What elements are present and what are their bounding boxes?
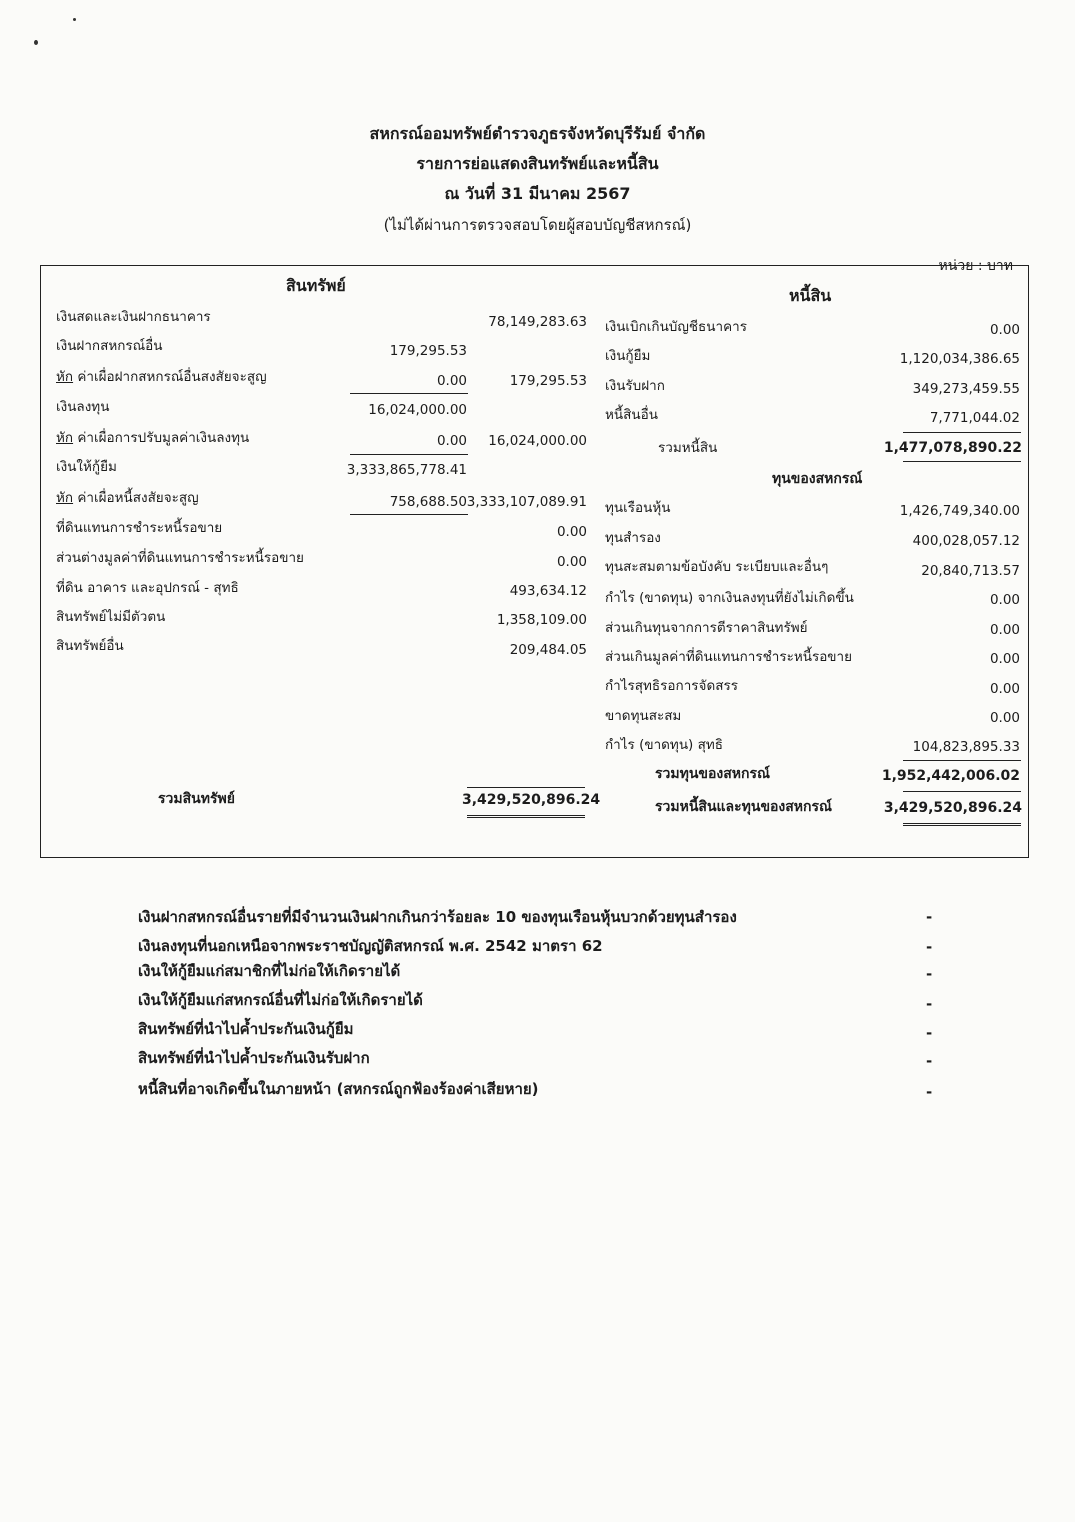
asset-amount: 3,333,107,089.91 xyxy=(466,494,587,510)
asset-label: เงินฝากสหกรณ์อื่น xyxy=(56,338,163,354)
asset-label: ที่ดินแทนการชำระหนี้รอขาย xyxy=(56,520,223,536)
liability-amount: 7,771,044.02 xyxy=(929,410,1020,426)
asset-label: สินทรัพย์ไม่มีตัวตน xyxy=(56,609,166,625)
asset-sub-amount: 0.00 xyxy=(436,433,467,449)
total-assets-label: รวมสินทรัพย์ xyxy=(158,791,235,807)
equity-label: ทุนเรือนหุ้น xyxy=(605,500,671,516)
note-value: - xyxy=(926,938,933,956)
note-text: หนี้สินที่อาจเกิดขึ้นในภายหน้า (สหกรณ์ถูกฟ้องร้องค่าเสียหาย) xyxy=(138,1080,539,1098)
subtotal-rule xyxy=(350,393,468,394)
asset-sub-amount: 16,024,000.00 xyxy=(368,402,467,418)
equity-label: ส่วนเกินมูลค่าที่ดินแทนการชำระหนี้รอขาย xyxy=(605,649,853,665)
equity-label: ทุนสำรอง xyxy=(605,530,661,546)
total-equity-amount: 1,952,442,006.02 xyxy=(881,768,1020,784)
equity-amount: 20,840,713.57 xyxy=(921,563,1020,579)
asset-amount: 0.00 xyxy=(556,554,587,570)
grand-total-label: รวมหนี้สินและทุนของสหกรณ์ xyxy=(655,799,833,815)
asset-amount: 209,484.05 xyxy=(509,642,587,658)
equity-label: ส่วนเกินทุนจากการตีราคาสินทรัพย์ xyxy=(605,620,808,636)
asset-amount: 179,295.53 xyxy=(509,373,587,389)
asset-sub-amount: 758,688.50 xyxy=(389,494,467,510)
note-value: - xyxy=(926,1083,933,1101)
asset-amount: 78,149,283.63 xyxy=(488,314,587,330)
asset-label: เงินให้กู้ยืม xyxy=(56,459,117,475)
asset-amount: 1,358,109.00 xyxy=(496,612,587,628)
audit-note: (ไม่ได้ผ่านการตรวจสอบโดยผู้สอบบัญชีสหกรณ์) xyxy=(383,216,692,234)
equity-amount: 0.00 xyxy=(989,592,1020,608)
note-value: - xyxy=(926,995,933,1013)
asset-label: เงินสดและเงินฝากธนาคาร xyxy=(56,309,211,325)
note-text: สินทรัพย์ที่นำไปค้ำประกันเงินรับฝาก xyxy=(138,1049,370,1067)
note-text: เงินให้กู้ยืมแก่สมาชิกที่ไม่ก่อให้เกิดรายได้ xyxy=(138,962,401,980)
equity-amount: 0.00 xyxy=(989,710,1020,726)
equity-label: ทุนสะสมตามข้อบังคับ ระเบียบและอื่นๆ xyxy=(605,559,829,575)
liability-label: เงินเบิกเกินบัญชีธนาคาร xyxy=(605,319,747,335)
equity-label: กำไร (ขาดทุน) สุทธิ xyxy=(605,737,723,753)
note-text: เงินให้กู้ยืมแก่สหกรณ์อื่นที่ไม่ก่อให้เกิดรายได้ xyxy=(138,991,423,1009)
total-liabilities-label: รวมหนี้สิน xyxy=(658,440,718,456)
total-assets-amount: 3,429,520,896.24 xyxy=(462,792,601,808)
org-name: สหกรณ์ออมทรัพย์ตำรวจภูธรจังหวัดบุรีรัมย์ จำกัด xyxy=(369,124,706,143)
subtotal-rule xyxy=(903,760,1021,761)
subtotal-rule xyxy=(350,514,468,515)
scan-speck xyxy=(73,18,76,21)
grand-total-amount: 3,429,520,896.24 xyxy=(883,800,1022,816)
asset-label: หัก ค่าเผื่อการปรับมูลค่าเงินลงทุน xyxy=(56,430,250,446)
note-value: - xyxy=(926,1024,933,1042)
asset-sub-amount: 0.00 xyxy=(436,373,467,389)
asset-amount: 493,634.12 xyxy=(509,583,587,599)
equity-amount: 104,823,895.33 xyxy=(912,739,1020,755)
equity-amount: 0.00 xyxy=(989,681,1020,697)
subtotal-rule xyxy=(903,461,1021,462)
asset-sub-amount: 179,295.53 xyxy=(389,343,467,359)
subtotal-rule xyxy=(903,432,1021,433)
asset-label: สินทรัพย์อื่น xyxy=(56,638,124,654)
scan-speck xyxy=(34,40,38,45)
equity-label: กำไรสุทธิรอการจัดสรร xyxy=(605,678,738,694)
liability-amount: 0.00 xyxy=(989,322,1020,338)
asset-amount: 16,024,000.00 xyxy=(488,433,587,449)
total-liabilities-amount: 1,477,078,890.22 xyxy=(883,440,1022,456)
note-value: - xyxy=(926,1052,933,1070)
asset-label: ส่วนต่างมูลค่าที่ดินแทนการชำระหนี้รอขาย xyxy=(56,550,304,566)
subtotal-rule xyxy=(350,454,468,455)
asset-label: ที่ดิน อาคาร และอุปกรณ์ - สุทธิ xyxy=(56,580,239,596)
liability-label: หนี้สินอื่น xyxy=(605,407,658,423)
asset-amount: 0.00 xyxy=(556,524,587,540)
assets-heading: สินทรัพย์ xyxy=(286,276,346,295)
liability-label: เงินรับฝาก xyxy=(605,378,665,394)
equity-amount: 0.00 xyxy=(989,651,1020,667)
total-rule xyxy=(467,787,585,788)
total-equity-label: รวมทุนของสหกรณ์ xyxy=(655,766,770,782)
liabilities-heading: หนี้สิน xyxy=(789,286,832,305)
subtotal-rule xyxy=(903,791,1021,792)
note-text: เงินฝากสหกรณ์อื่นรายที่มีจำนวนเงินฝากเกินกว่าร้อยละ 10 ของทุนเรือนหุ้นบวกด้วยทุนสำรอง xyxy=(138,908,737,926)
asset-label: เงินลงทุน xyxy=(56,399,110,415)
equity-amount: 400,028,057.12 xyxy=(912,533,1020,549)
report-date: ณ วันที่ 31 มีนาคม 2567 xyxy=(444,184,631,203)
equity-label: ขาดทุนสะสม xyxy=(605,708,682,724)
note-text: สินทรัพย์ที่นำไปค้ำประกันเงินกู้ยืม xyxy=(138,1020,354,1038)
note-value: - xyxy=(926,965,933,983)
asset-label: หัก ค่าเผื่อฝากสหกรณ์อื่นสงสัยจะสูญ xyxy=(56,369,267,385)
asset-sub-amount: 3,333,865,778.41 xyxy=(346,462,467,478)
double-rule xyxy=(903,823,1021,826)
report-title: รายการย่อแสดงสินทรัพย์และหนี้สิน xyxy=(416,154,659,173)
equity-heading: ทุนของสหกรณ์ xyxy=(772,471,863,487)
liability-amount: 349,273,459.55 xyxy=(912,381,1020,397)
equity-amount: 0.00 xyxy=(989,622,1020,638)
equity-amount: 1,426,749,340.00 xyxy=(899,503,1020,519)
liability-amount: 1,120,034,386.65 xyxy=(899,351,1020,367)
unit-label: หน่วย : บาท xyxy=(938,258,1013,274)
equity-label: กำไร (ขาดทุน) จากเงินลงทุนที่ยังไม่เกิดขึ้น xyxy=(605,590,854,606)
double-rule xyxy=(467,815,585,818)
asset-label: หัก ค่าเผื่อหนี้สงสัยจะสูญ xyxy=(56,490,199,506)
note-value: - xyxy=(926,908,933,926)
note-text: เงินลงทุนที่นอกเหนือจากพระราชบัญญัติสหกรณ์ พ.ศ. 2542 มาตรา 62 xyxy=(138,937,603,955)
liability-label: เงินกู้ยืม xyxy=(605,348,651,364)
